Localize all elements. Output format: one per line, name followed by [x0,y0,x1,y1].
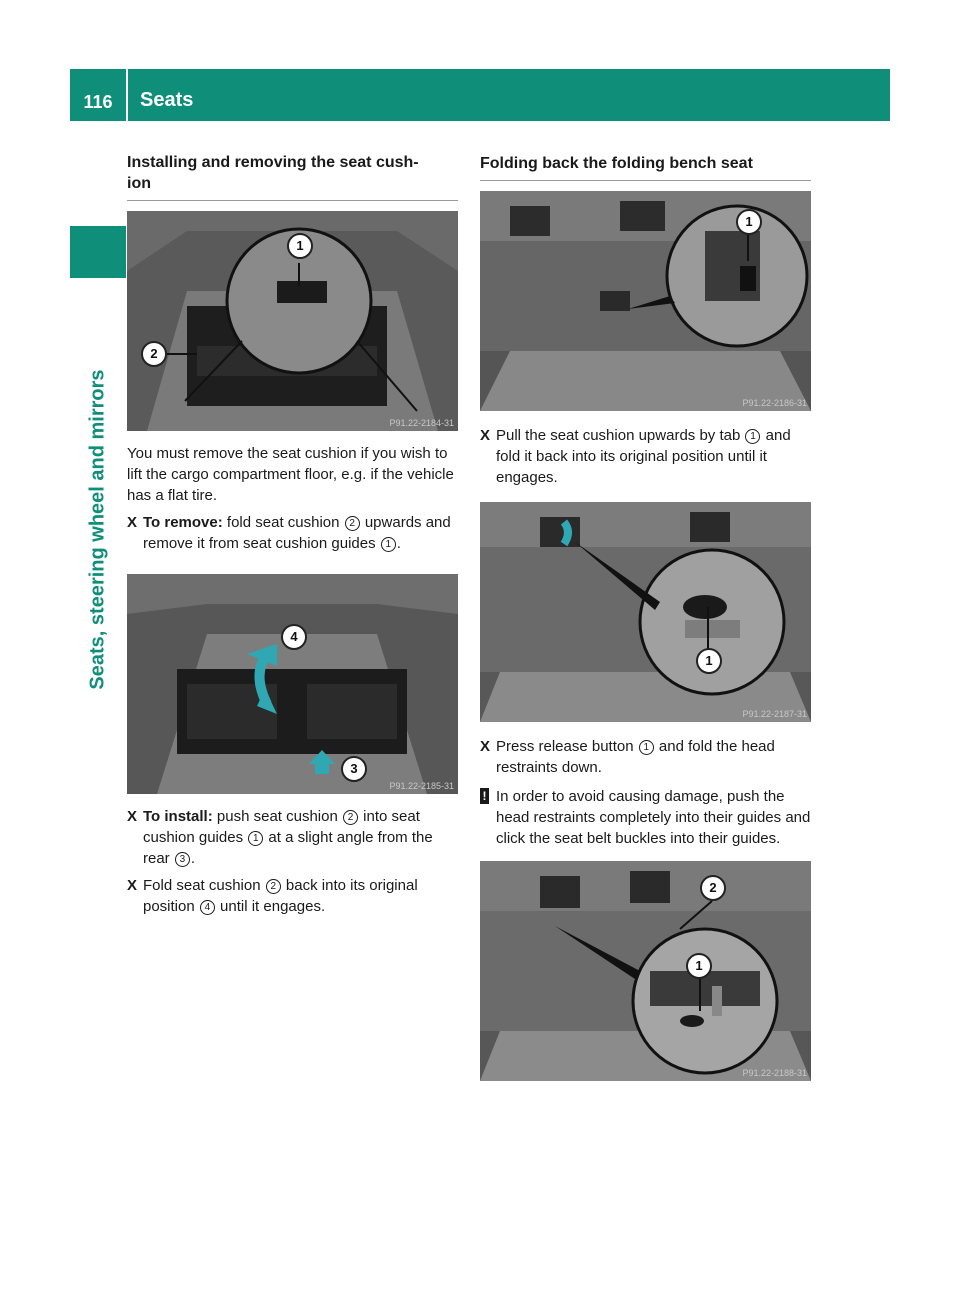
step-text: Fold seat cushion [143,877,265,894]
step-text: and fold it back into its original position until it engages. [496,427,791,486]
step-marker: X [480,427,491,444]
number-1: 1 [639,740,654,755]
step-label: To remove: [143,514,223,531]
step-text: fold seat cushion [222,514,344,531]
step-fold [127,875,458,917]
step-text: . [190,850,196,867]
callout-1: 1 [696,648,722,674]
number-2: 2 [343,810,358,825]
callout-1: 1 [287,233,313,259]
step-text: Pull the seat cushion upwards by tab [496,427,745,444]
image-code: P91.22-2185-31 [389,781,454,791]
warning-note [480,786,811,849]
image-code: P91.22-2188-31 [742,1068,807,1078]
callout-4: 4 [281,624,307,650]
intro-paragraph: You must remove the seat cushion if you wish to lift the cargo compartment floor, e.g. if the vehicle has a flat tire. [127,445,454,504]
step-marker: X [127,514,138,531]
page-number: 116 [83,92,113,112]
callout-2: 2 [700,875,726,901]
left-heading: Installing and removing the seat cush- ion [127,152,458,201]
step-marker: X [480,738,491,755]
step-text: and fold the head restraints down. [496,738,775,776]
step-remove [127,512,458,554]
side-tab [70,294,126,764]
step-pull [480,425,811,488]
image-code: P91.22-2184-31 [389,418,454,428]
number-1: 1 [745,429,760,444]
photo-seat-cushion-guides [127,211,458,431]
header-divider [126,69,128,121]
callout-3: 3 [341,756,367,782]
side-tab-block [70,226,126,278]
warning-text: In order to avoid causing damage, push the head restraints completely into their guides and click the seat belt buckles into their guides. [496,788,811,847]
left-column [127,152,458,917]
number-2: 2 [266,879,281,894]
step-text: push seat cushion [212,808,342,825]
number-3: 3 [175,852,190,867]
callout-1: 1 [736,209,762,235]
step-press [480,736,811,778]
image-code: P91.22-2186-31 [742,398,807,408]
step-text: at a slight angle from the rear [143,829,433,867]
step-label: To install: [143,808,213,825]
step-text: Press release button [496,738,638,755]
number-4: 4 [200,900,215,915]
step-text: . [396,535,401,552]
callout-2: 2 [141,341,167,367]
step-text: upwards and remove it from seat cushion guides [143,514,451,552]
step-text: into seat cushion guides [143,808,420,846]
step-marker: X [127,808,138,825]
number-1: 1 [248,831,263,846]
section-title: Seats [140,89,194,111]
step-text: back into its original position [143,877,418,915]
photo-head-restraints [480,861,811,1081]
image-code: P91.22-2187-31 [742,709,807,719]
number-1: 1 [381,537,396,552]
callout-1: 1 [686,953,712,979]
photo-release-button [480,502,811,722]
step-install [127,806,458,869]
step-text: until it engages. [215,898,326,915]
right-column [480,152,811,1081]
side-tab-text: Seats, steering wheel and mirrors [86,368,109,690]
warning-icon: ! [480,788,489,804]
photo-bench-tab [480,191,811,411]
number-2: 2 [345,516,360,531]
photo-seat-cushion-fold [127,574,458,794]
right-heading: Folding back the folding bench seat [480,153,811,181]
step-marker: X [127,877,138,894]
